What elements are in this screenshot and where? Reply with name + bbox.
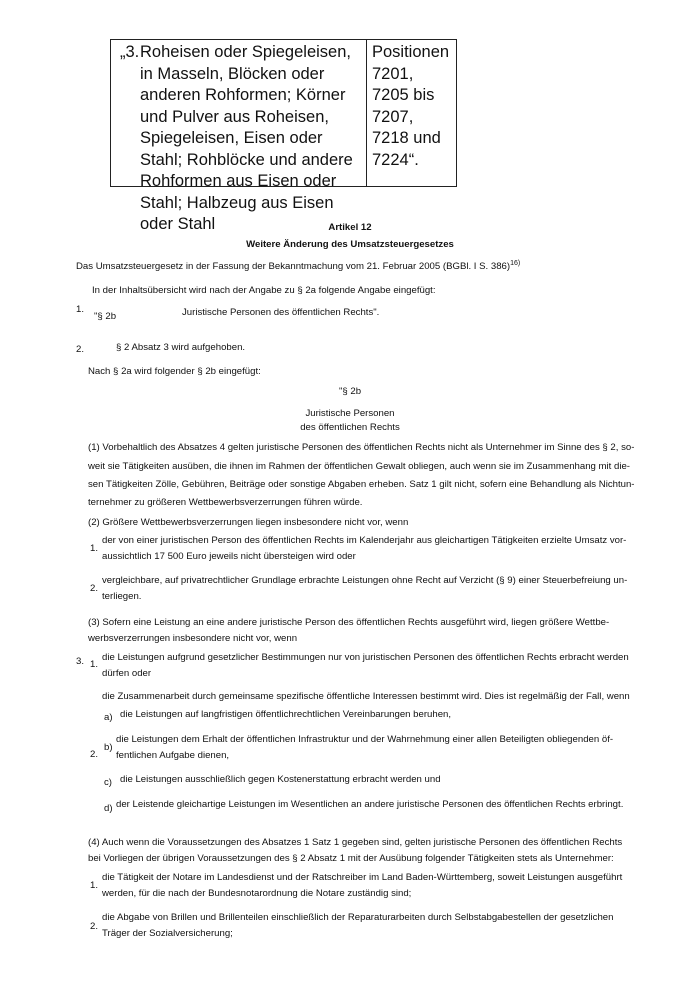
table-entry-number: „3. [120,43,140,61]
abs4-item2-line2: Träger der Sozialversicherung; [102,928,233,939]
abs3-item2-intro: die Zusammenarbeit durch gemeinsame spezifische öffentliche Interessen bestimmt wird. Dies ist regelmäßig der Fall, wenn [102,691,630,702]
abs3-sub-c-text: die Leistungen ausschließlich gegen Kostenerstattung erbracht werden und [120,774,441,785]
section-title-line1: Juristische Personen [305,408,395,419]
abs2-item1-number: 1. [90,543,99,554]
abs2-item1-line2: aussichtlich 17 500 Euro jeweils nicht übersteigen wird oder [102,551,356,562]
abs4-line2: bei Vorliegen der übrigen Voraussetzungen des § 2 Absatz 1 mit der Ausübung folgender Tätigkeiten stets als Unternehmer: [88,853,614,864]
abs2-item2-line1: vergleichbare, auf privatrechtlicher Grundlage erbrachte Leistungen ohne Recht auf Verzicht (§ 9) einer Steuerbefreiung un- [102,575,628,586]
article-title: Weitere Änderung des Umsatzsteuergesetzes [246,239,454,250]
abs3-sub-b-line2: fentlichen Aufgabe dienen, [116,750,230,761]
abs4-line1: (4) Auch wenn die Voraussetzungen des Absatzes 1 Satz 1 gegeben sind, gelten juristische Personen des öffentlichen Rechts [88,837,623,848]
abs3-line1: (3) Sofern eine Leistung an eine andere juristische Person des öffentlichen Rechts ausgeführt wird, liegen größere Wettbe- [88,617,610,628]
abs1-line2: weit sie Tätigkeiten ausüben, die ihnen im Rahmen der öffentlichen Gewalt obliegen, auch wenn sie im Zusammenhang mit die- [88,461,630,472]
item2-number: 2. [76,344,85,355]
abs3-item1-number: 1. [90,659,99,670]
abs4-item1-line2: werden, für die nach der Bundesnotarordnung die Notare zuständig sind; [102,888,412,899]
abs4-item1-line1: die Tätigkeit der Notare im Landesdienst und der Ratschreiber im Land Baden-Württemberg, soweit Leistungen ausgeführt [102,872,623,883]
section-title-line2: des öffentlichen Rechts [300,422,400,433]
footnote-ref: 16) [510,259,521,267]
abs1-line1: (1) Vorbehaltlich des Absatzes 4 gelten juristische Personen des öffentlichen Rechts nicht als Unternehmer im Sinne des § 2, so- [88,442,635,453]
table-entry-description: Roheisen oder Spiegeleisen, in Masseln, Blöcken oder anderen Rohformen; Körner und Pulver aus Roheisen, Spiegeleisen, Eisen oder Stahl; Rohblöcke und andere Rohformen aus Eisen oder Stahl; Halbzeug aus Eisen oder Stahl [140,43,353,233]
section-heading: "§ 2b [338,386,362,397]
abs3-sub-a-text: die Leistungen auf langfristigen öffentlichrechtlichen Vereinbarungen beruhen, [120,709,452,720]
item2-text: § 2 Absatz 3 wird aufgehoben. [116,342,246,353]
abs3-line2: werbsverzerrungen insbesondere nicht vor, wenn [88,633,298,644]
abs1-line4: ternehmer zu größeren Wettbewerbsverzerrungen führen würde. [88,497,363,508]
item1-text: Juristische Personen des öffentlichen Rechts". [182,307,380,318]
article-intro-text: Das Umsatzsteuergesetz in der Fassung der Bekanntmachung vom 21. Februar 2005 (BGBl. I S. 386) [76,261,511,272]
table-column-divider [366,40,367,186]
article-intro [76,258,520,276]
abs3-item2-number: 2. [90,749,99,760]
abs3-item1-line1: die Leistungen aufgrund gesetzlicher Bestimmungen nur von juristischen Personen des öffentlichen Rechts erbracht werden [102,652,629,663]
item1-paragraph: "§ 2b [94,311,117,322]
item1-number: 1. [76,304,85,315]
abs3-item1-line2: dürfen oder [102,668,152,679]
abs2-item2-number: 2. [90,583,99,594]
item3-intro: Nach § 2a wird folgender § 2b eingefügt: [88,366,261,377]
abs4-item1-number: 1. [90,880,99,891]
abs4-item2-line1: die Abgabe von Brillen und Brillenteilen einschließlich der Reparaturarbeiten durch Selbstabgabestellen der gesetzlichen [102,912,614,923]
article-number: Artikel 12 [328,222,372,233]
abs3-sub-b-marker: b) [104,742,113,753]
abs1-line3: sen Tätigkeiten Zölle, Gebühren, Beiträge oder sonstige Abgaben erheben. Satz 1 gilt nicht, sofern eine Behandlung als Nichtun- [88,479,635,490]
abs3-sub-a-marker: a) [104,712,113,723]
item1-intro: In der Inhaltsübersicht wird nach der Angabe zu § 2a folgende Angabe eingefügt: [92,285,436,296]
abs2-item2-line2: terliegen. [102,591,142,602]
abs2-item1-line1: der von einer juristischen Person des öffentlichen Rechts im Kalenderjahr aus gleichartigen Tätigkeiten erzielte Umsatz vor- [102,535,627,546]
abs3-sub-d-marker: d) [104,803,113,814]
table-entry-positions: Positionen 7201, 7205 bis 7207, 7218 und 7224“. [372,43,450,169]
abs4-item2-number: 2. [90,921,99,932]
item3-number: 3. [76,656,85,667]
abs3-sub-d-text: der Leistende gleichartige Leistungen im Wesentlichen an andere juristische Personen des öffentlichen Rechts erbringt. [116,799,624,810]
abs2-intro: (2) Größere Wettbewerbsverzerrungen liegen insbesondere nicht vor, wenn [88,517,409,528]
abs3-sub-b-line1: die Leistungen dem Erhalt der öffentlichen Infrastruktur und der Wahrnehmung einer allen Beteiligten obliegenden öf- [116,734,614,745]
abs3-sub-c-marker: c) [104,777,112,788]
